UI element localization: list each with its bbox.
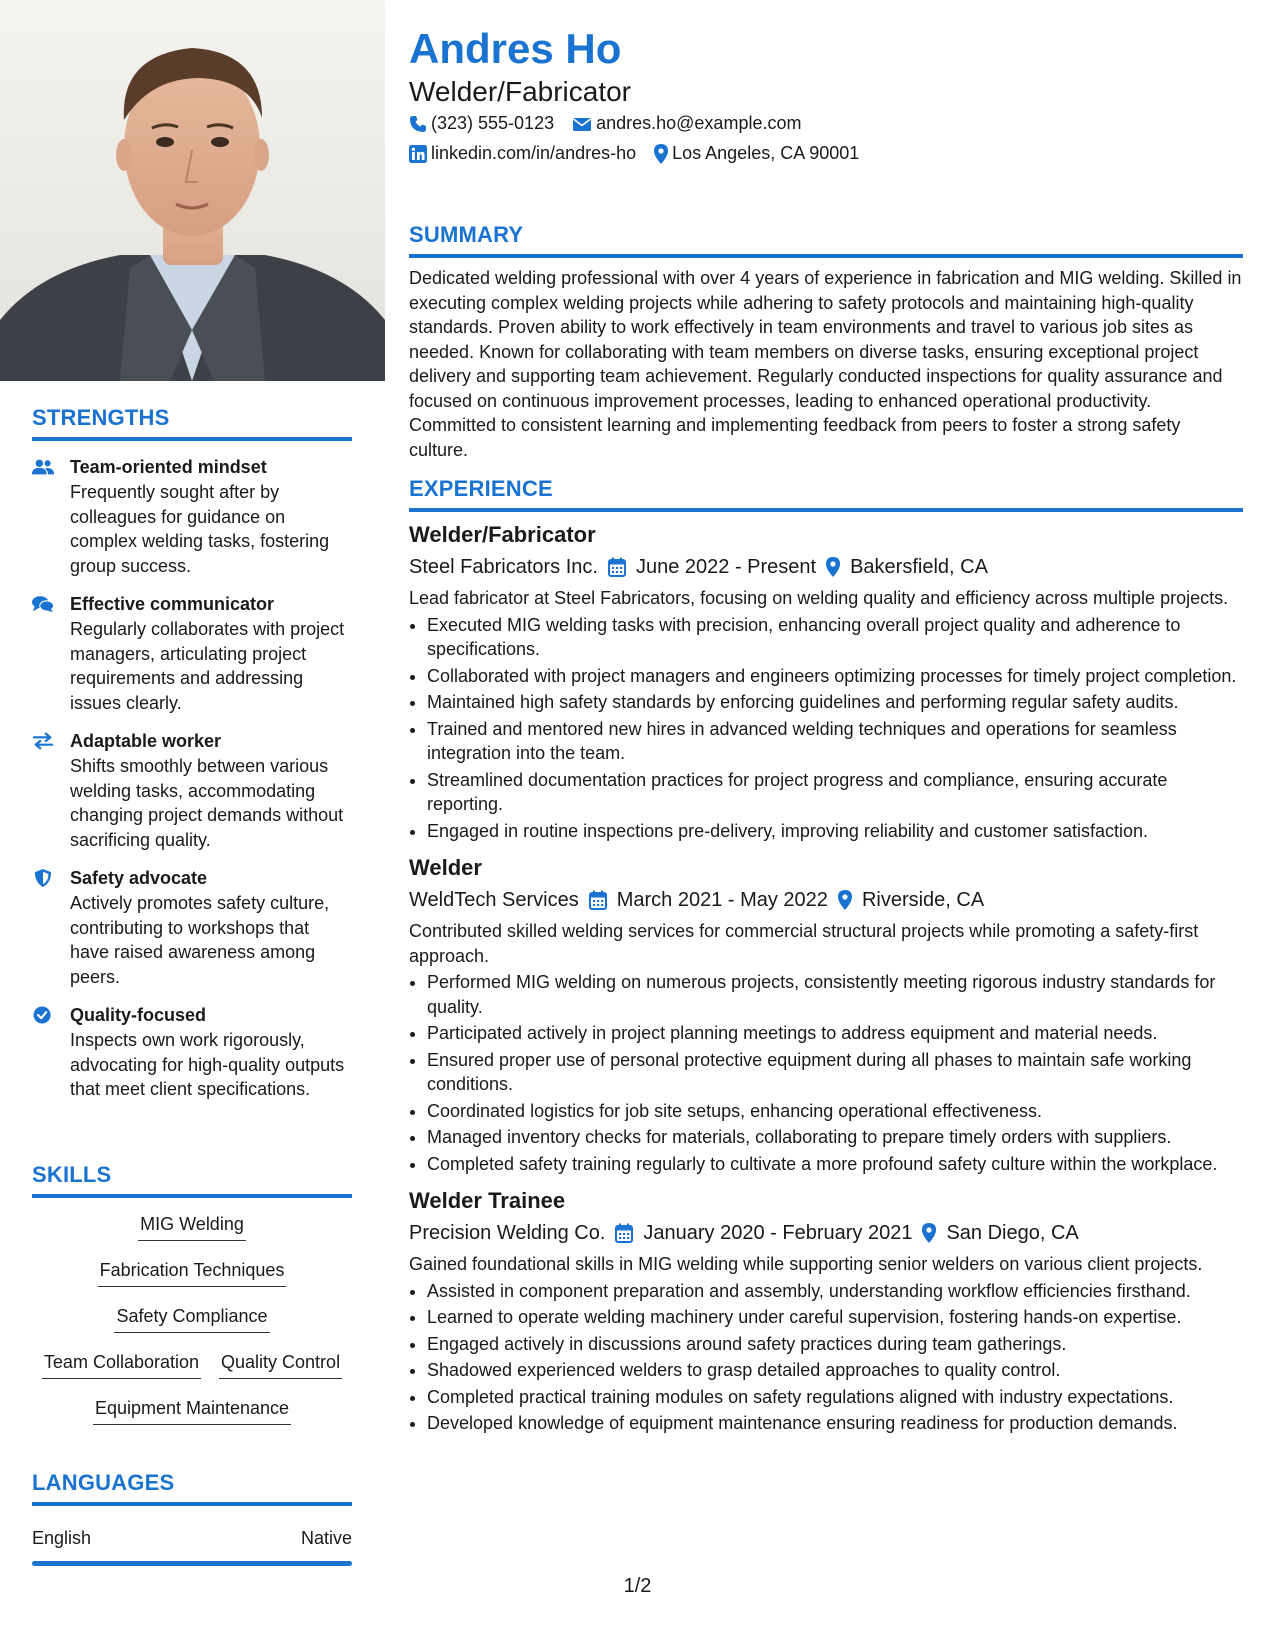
- skills-heading: SKILLS: [32, 1162, 352, 1198]
- job-location: Riverside, CA: [861, 889, 985, 911]
- map-pin-icon: [922, 1223, 936, 1243]
- strength-item: [32, 455, 352, 578]
- job-bullet: • Developed knowledge of equipment maintenance ensuring readiness for production demands.: [427, 1411, 1243, 1436]
- users-icon: [32, 458, 54, 476]
- location-text: Los Angeles, CA 90001: [672, 143, 860, 163]
- job-bullet: • Completed safety training regularly to cultivate a more profound safety culture within the workplace.: [427, 1152, 1243, 1177]
- summary-section: [409, 222, 1243, 462]
- job-role: Welder Trainee: [409, 1188, 566, 1213]
- email-link[interactable]: andres.ho@example.com: [596, 113, 802, 133]
- job-bullet: • Engaged actively in discussions around safety practices during team gatherings.: [427, 1332, 1243, 1357]
- language-name: English: [32, 1528, 92, 1548]
- job-dates: January 2020 - February 2021: [643, 1222, 913, 1244]
- strength-title: Effective communicator: [70, 594, 275, 614]
- strength-desc: Actively promotes safety culture, contributing to workshops that have raised awareness among peers.: [70, 893, 330, 987]
- job-bullets: [409, 970, 1243, 1176]
- shield-icon: [32, 869, 54, 887]
- language-item: [32, 1528, 352, 1549]
- map-pin-icon: [654, 144, 668, 164]
- job-entry: [409, 1186, 1243, 1436]
- job-bullet: • Streamlined documentation practices for project progress and compliance, ensuring accurate reporting.: [427, 768, 1243, 817]
- strength-title: Safety advocate: [70, 868, 208, 888]
- job-company: WeldTech Services: [409, 889, 579, 911]
- experience-section: [409, 476, 1243, 1438]
- job-location: San Diego, CA: [946, 1222, 1079, 1244]
- skill-tag: Fabrication Techniques: [98, 1258, 287, 1287]
- job-bullet: • Collaborated with project managers and engineers optimizing processes for timely project completion.: [427, 664, 1243, 689]
- job-meta: [409, 552, 1243, 582]
- job-meta: [409, 885, 1243, 915]
- map-pin-icon: [826, 557, 840, 577]
- job-bullet: • Ensured proper use of personal protective equipment during all phases to maintain safe working conditions.: [427, 1048, 1243, 1097]
- job-entry: [409, 853, 1243, 1176]
- skills-section: [32, 1162, 352, 1442]
- job-description: Gained foundational skills in MIG welding while supporting senior welders on various client projects.: [409, 1254, 1203, 1274]
- job-bullet: • Maintained high safety standards by enforcing guidelines and performing regular safety audits.: [427, 690, 1243, 715]
- envelope-icon: [572, 116, 592, 132]
- contact-row: [409, 113, 801, 134]
- sidebar: [0, 0, 385, 1650]
- job-role: Welder/Fabricator: [409, 522, 596, 547]
- job-company: Steel Fabricators Inc.: [409, 556, 598, 578]
- candidate-name: Andres Ho: [409, 25, 622, 72]
- skill-tag: Safety Compliance: [114, 1304, 269, 1333]
- job-bullet: • Learned to operate welding machinery under careful supervision, fostering hands-on expertise.: [427, 1305, 1243, 1330]
- languages-heading: LANGUAGES: [32, 1470, 352, 1506]
- job-bullet: • Trained and mentored new hires in advanced welding techniques and operations for seamless integration into the team.: [427, 717, 1243, 766]
- summary-text: Dedicated welding professional with over 4 years of experience in fabrication and MIG welding. Skilled in executing complex welding projects while adhering to safety protocols and maintaining high-quality standards. Proven ability to work effectively in team environments and travel to various job sites as needed. Known for collaborating with team members on diverse tasks, ensuring exceptional project delivery and supporting team achievement. Regularly conducted inspections for quality assurance and focused on continuous improvement processes, leading to enhanced operational productivity. Committed to consistent learning and implementing feedback from peers to foster a strong safety culture.: [409, 268, 1242, 460]
- job-bullet: • Managed inventory checks for materials, collaborating to prepare timely orders with suppliers.: [427, 1125, 1243, 1150]
- language-level: Native: [300, 1528, 352, 1548]
- skill-tag: MIG Welding: [138, 1212, 246, 1241]
- strength-desc: Regularly collaborates with project managers, articulating project requirements and addressing issues clearly.: [70, 619, 345, 713]
- strength-title: Team-oriented mindset: [70, 457, 267, 477]
- job-bullets: [409, 1279, 1243, 1436]
- summary-heading: SUMMARY: [409, 222, 1243, 258]
- job-location: Bakersfield, CA: [850, 556, 988, 578]
- job-dates: June 2022 - Present: [635, 556, 817, 578]
- map-pin-icon: [838, 890, 852, 910]
- job-bullets: [409, 613, 1243, 844]
- strength-title: Quality-focused: [70, 1005, 207, 1025]
- languages-section: [32, 1470, 352, 1566]
- page-number: 1/2: [623, 1575, 652, 1597]
- job-role: Welder: [409, 855, 482, 880]
- calendar-icon: [589, 890, 607, 910]
- job-bullet: • Shadowed experienced welders to grasp detailed approaches to quality control.: [427, 1358, 1243, 1383]
- job-entry: [409, 520, 1243, 843]
- profile-photo: [0, 0, 385, 381]
- skill-tag: Equipment Maintenance: [93, 1396, 291, 1425]
- job-description: Contributed skilled welding services for commercial structural projects while promoting a safety-first approach.: [409, 921, 1199, 966]
- experience-heading: EXPERIENCE: [409, 476, 1243, 512]
- chat-icon: [32, 595, 54, 613]
- job-bullet: • Completed practical training modules on safety regulations aligned with industry expectations.: [427, 1385, 1243, 1410]
- job-bullet: • Executed MIG welding tasks with precision, enhancing overall project quality and adherence to specifications.: [427, 613, 1243, 662]
- skills-list: [32, 1212, 352, 1425]
- check-circle-icon: [32, 1006, 54, 1024]
- calendar-icon: [608, 557, 626, 577]
- language-proficiency-bar: [32, 1561, 352, 1566]
- candidate-title: Welder/Fabricator: [409, 76, 632, 107]
- strength-item: [32, 729, 352, 852]
- skill-tag: Quality Control: [219, 1350, 342, 1379]
- job-bullet: • Coordinated logistics for job site setups, enhancing operational effectiveness.: [427, 1099, 1243, 1124]
- job-bullet: • Engaged in routine inspections pre-delivery, improving reliability and customer satisfaction.: [427, 819, 1243, 844]
- phone-icon: [409, 115, 427, 133]
- job-bullet: • Performed MIG welding on numerous projects, consistently meeting rigorous industry standards for quality.: [427, 970, 1243, 1019]
- strength-desc: Shifts smoothly between various welding tasks, accommodating changing project demands without sacrificing quality.: [70, 756, 344, 850]
- phone-number[interactable]: (323) 555-0123: [431, 113, 555, 133]
- strength-desc: Inspects own work rigorously, advocating for high-quality outputs that meet client specifications.: [70, 1030, 345, 1099]
- strength-item: [32, 1003, 352, 1102]
- strength-item: [32, 592, 352, 715]
- job-dates: March 2021 - May 2022: [616, 889, 828, 911]
- exchange-icon: [32, 732, 54, 750]
- strength-title: Adaptable worker: [70, 731, 222, 751]
- strengths-section: [32, 405, 352, 1102]
- strength-desc: Frequently sought after by colleagues for guidance on complex welding tasks, fostering group success.: [70, 482, 330, 576]
- job-bullet: • Assisted in component preparation and assembly, understanding workflow efficiencies firsthand.: [427, 1279, 1243, 1304]
- linkedin-link[interactable]: linkedin.com/in/andres-ho: [431, 143, 637, 163]
- job-meta: [409, 1218, 1243, 1248]
- linkedin-icon: [409, 145, 427, 163]
- job-description: Lead fabricator at Steel Fabricators, focusing on welding quality and efficiency across multiple projects.: [409, 588, 1229, 608]
- job-bullet: • Participated actively in project planning meetings to address equipment and material needs.: [427, 1021, 1243, 1046]
- contact-row-2: [409, 143, 859, 164]
- skill-tag: Team Collaboration: [42, 1350, 201, 1379]
- portrait-photo: [0, 0, 385, 381]
- calendar-icon: [615, 1223, 633, 1243]
- job-company: Precision Welding Co.: [409, 1222, 606, 1244]
- strengths-heading: STRENGTHS: [32, 405, 352, 441]
- strength-item: [32, 866, 352, 989]
